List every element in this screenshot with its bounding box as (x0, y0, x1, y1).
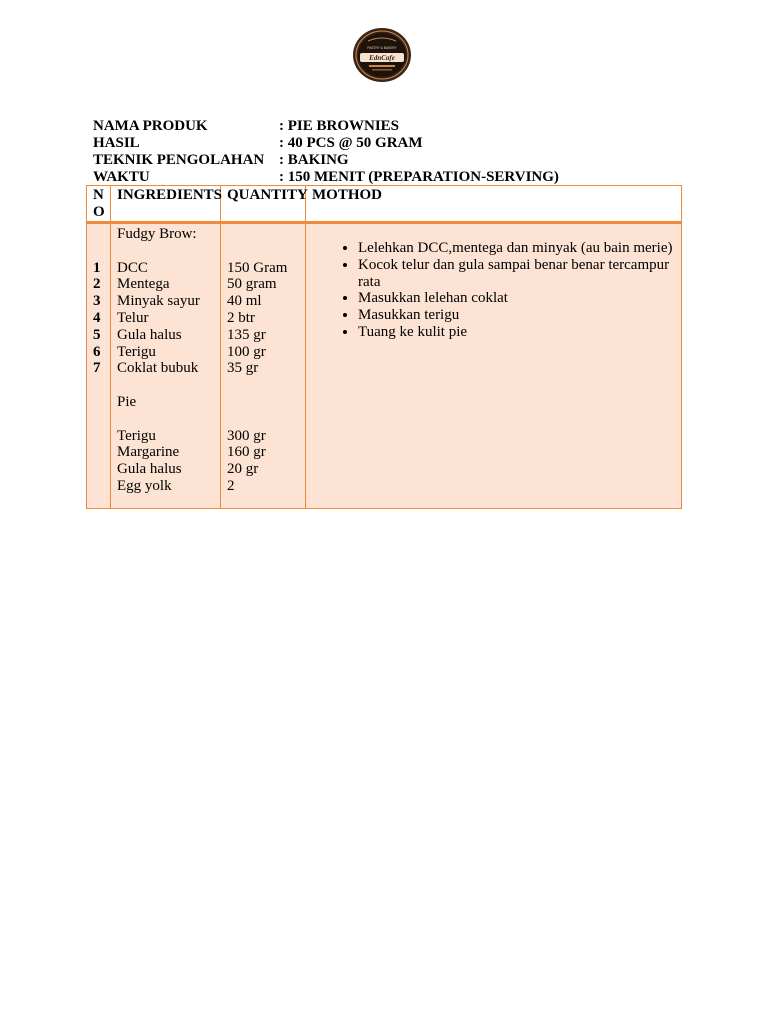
spacer (93, 243, 104, 260)
header-ingredients: INGREDIENTS (111, 186, 221, 223)
method-step: • Kocok telur dan gula sampai benar benar tercampur rata (358, 257, 675, 291)
ingredient-quantity: 100 gr (227, 343, 266, 360)
row-number: 3 (93, 293, 101, 310)
table-header-row (87, 186, 682, 223)
ingredient-name: Terigu (117, 343, 156, 360)
edncafe-logo (352, 27, 412, 83)
quantity-column (221, 223, 306, 509)
spacer (227, 411, 299, 428)
ingredient-quantity: 160 gr (227, 444, 266, 461)
method-column (306, 223, 682, 509)
ingredient-quantity: 135 gr (227, 326, 266, 343)
logo-top-text: PASTRY & BAKERY (367, 46, 397, 50)
info-row (93, 118, 559, 135)
ingredient-quantity: 2 (227, 477, 235, 494)
ingredient-name: DCC (117, 259, 148, 276)
ingredient-quantity: 300 gr (227, 427, 266, 444)
spacer (117, 411, 214, 428)
ingredient-name: Minyak sayur (117, 293, 200, 310)
ingredient-quantity: 35 gr (227, 360, 259, 377)
spacer (227, 226, 299, 243)
info-row (93, 169, 559, 186)
row-number: 2 (93, 276, 101, 293)
row-number: 1 (93, 259, 101, 276)
ingredient-quantity: 50 gram (227, 276, 277, 293)
ingredient-name: Gula halus (117, 326, 182, 343)
section-title: Fudgy Brow: (117, 226, 197, 242)
info-value: : PIE BROWNIES (279, 118, 400, 134)
logo-brand-text: EdnCafe (369, 54, 395, 62)
table-body-row (87, 223, 682, 509)
info-key: HASIL (93, 135, 140, 151)
row-number: 4 (93, 309, 101, 326)
spacer (227, 394, 299, 411)
ingredient-name: Terigu (117, 427, 156, 444)
spacer (93, 226, 104, 243)
info-value: : 150 MENIT (PREPARATION-SERVING) (279, 169, 559, 185)
info-row (93, 152, 559, 169)
ingredient-quantity: 2 btr (227, 309, 255, 326)
header-method: MOTHOD (306, 186, 682, 223)
spacer (227, 243, 299, 260)
number-column (87, 223, 111, 509)
spacer (117, 243, 214, 260)
ingredient-quantity: 40 ml (227, 293, 262, 310)
header-no: N O (87, 186, 111, 223)
method-step: • Tuang ke kulit pie (358, 324, 675, 341)
info-key: WAKTU (93, 169, 150, 185)
info-value: : 40 PCS @ 50 GRAM (279, 135, 423, 151)
ingredients-column (111, 223, 221, 509)
info-key: TEKNIK PENGOLAHAN (93, 152, 265, 168)
info-row (93, 135, 559, 152)
spacer (117, 377, 214, 394)
method-list (312, 240, 675, 341)
product-info (93, 118, 559, 186)
recipe-table (86, 185, 682, 509)
spacer (227, 377, 299, 394)
ingredient-quantity: 20 gr (227, 461, 259, 478)
ingredient-name: Coklat bubuk (117, 360, 199, 377)
ingredient-name: Egg yolk (117, 477, 172, 494)
ingredient-name: Gula halus (117, 461, 182, 478)
row-number: 7 (93, 360, 101, 377)
method-step: • Masukkan lelehan coklat (358, 290, 675, 307)
row-number: 6 (93, 343, 101, 360)
ingredient-quantity: 150 Gram (227, 259, 288, 276)
info-value: : BAKING (279, 152, 349, 168)
method-step: • Lelehkan DCC,mentega dan minyak (au bain merie) (358, 240, 675, 257)
row-number: 5 (93, 326, 101, 343)
method-step: • Masukkan terigu (358, 307, 675, 324)
section-title: Pie (117, 393, 137, 410)
ingredient-name: Mentega (117, 276, 170, 293)
ingredient-name: Margarine (117, 444, 180, 461)
ingredient-name: Telur (117, 309, 149, 326)
info-key: NAMA PRODUK (93, 118, 208, 134)
header-quantity: QUANTITY (221, 186, 306, 223)
